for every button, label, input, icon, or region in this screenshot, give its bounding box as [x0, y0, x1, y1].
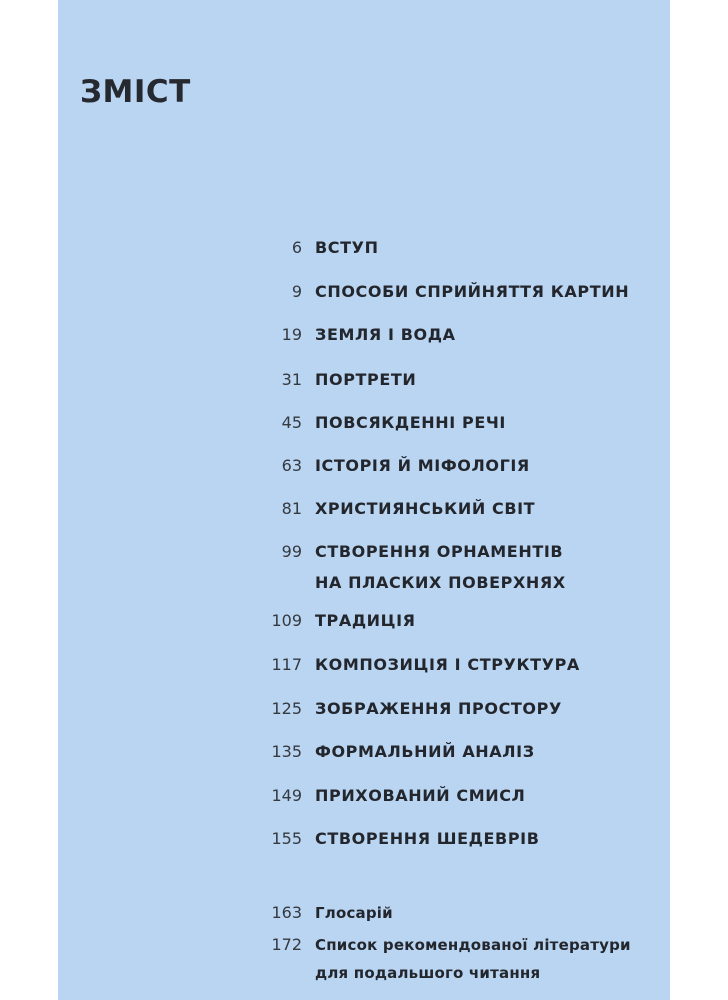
toc-title-line: НА ПЛАСКИХ ПОВЕРХНЯХ	[315, 573, 566, 592]
toc-title: ТРАДИЦІЯ	[315, 611, 416, 630]
toc-page-number: 81	[281, 499, 302, 518]
toc-page-number: 31	[281, 370, 302, 389]
toc-page-number: 45	[281, 413, 302, 432]
toc-title: СТВОРЕННЯ ШЕДЕВРІВ	[315, 829, 540, 848]
toc-page-number: 6	[291, 238, 302, 257]
toc-title-line: для подальшого читання	[315, 964, 541, 982]
toc-page-number: 125	[271, 699, 302, 718]
toc-title: СПОСОБИ СПРИЙНЯТТЯ КАРТИН	[315, 282, 630, 301]
toc-page-number: 19	[281, 325, 302, 344]
toc-page-number: 163	[271, 903, 302, 922]
toc-title: ЗОБРАЖЕННЯ ПРОСТОРУ	[315, 699, 562, 718]
toc-page-number: 109	[271, 611, 302, 630]
page-title: ЗМІСТ	[80, 74, 191, 110]
toc-page-number: 149	[271, 786, 302, 805]
toc-page-number: 155	[271, 829, 302, 848]
toc-page-number: 63	[281, 456, 302, 475]
table-of-contents	[58, 0, 670, 1000]
toc-title: ПОВСЯКДЕННІ РЕЧІ	[315, 413, 506, 432]
toc-page-number: 172	[271, 935, 302, 954]
toc-title-line: Список рекомендованої літератури	[315, 936, 631, 954]
toc-title: ПОРТРЕТИ	[315, 370, 417, 389]
book-page	[58, 0, 670, 1000]
toc-title: ФОРМАЛЬНИЙ АНАЛІЗ	[315, 742, 535, 761]
toc-page-number: 117	[271, 655, 302, 674]
toc-page-number: 99	[281, 542, 302, 561]
toc-title: ХРИСТИЯНСЬКИЙ СВІТ	[315, 499, 536, 518]
toc-title: КОМПОЗИЦІЯ І СТРУКТУРА	[315, 655, 580, 674]
toc-title: ЗЕМЛЯ І ВОДА	[315, 325, 456, 344]
toc-title: ІСТОРІЯ Й МІФОЛОГІЯ	[315, 456, 530, 475]
toc-title-line: СТВОРЕННЯ ОРНАМЕНТІВ	[315, 542, 564, 561]
toc-title: ВСТУП	[315, 238, 379, 257]
toc-title: Глосарій	[315, 904, 393, 922]
toc-title: ПРИХОВАНИЙ СМИСЛ	[315, 786, 526, 805]
toc-page-number: 9	[291, 282, 302, 301]
toc-page-number: 135	[271, 742, 302, 761]
